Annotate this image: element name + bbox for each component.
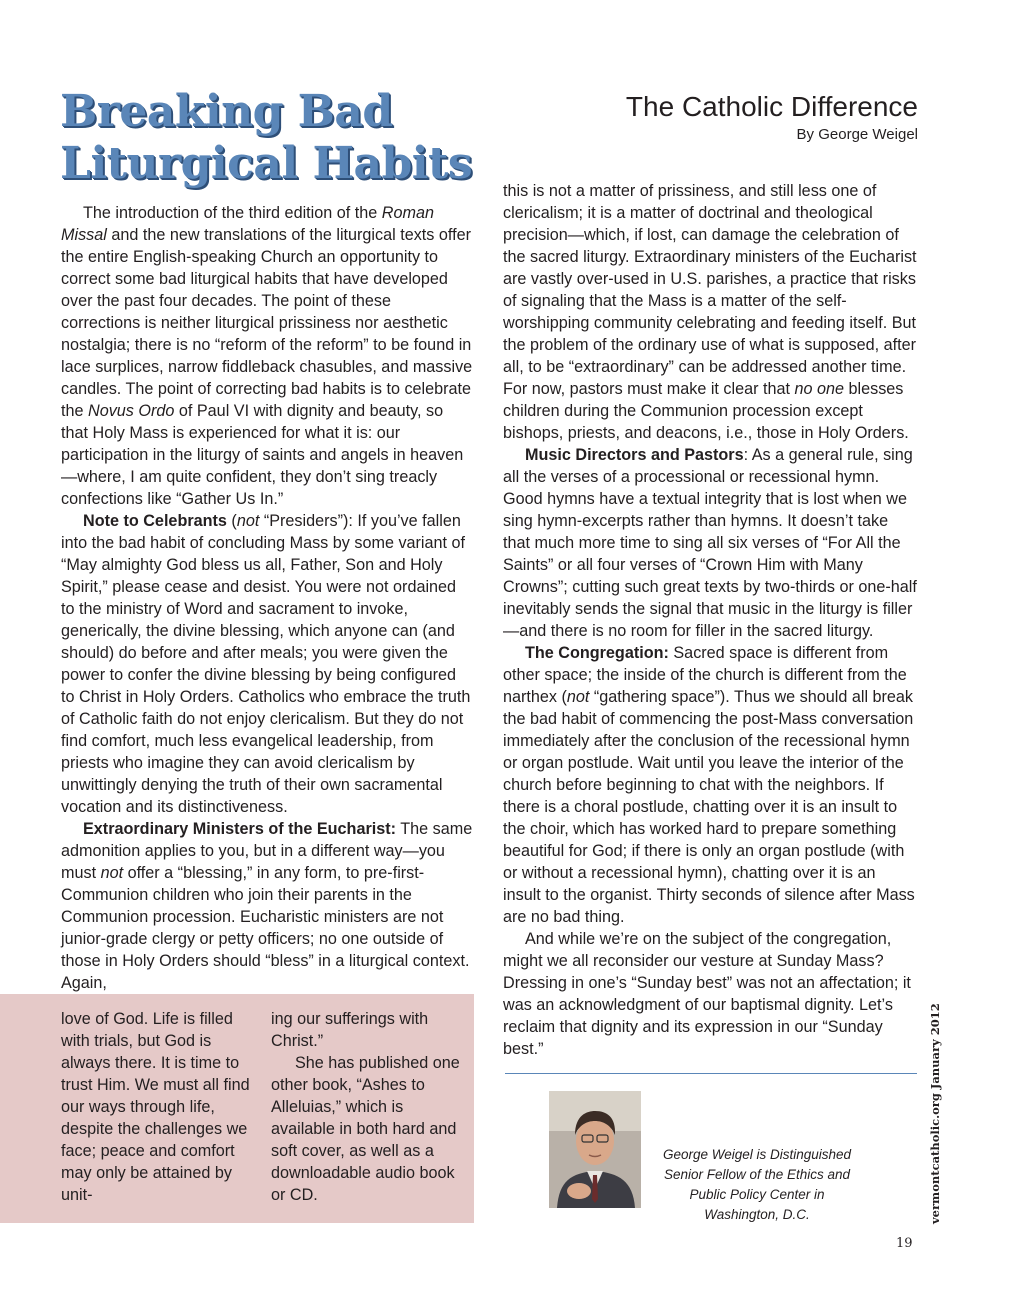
- author-photo: [549, 1091, 641, 1208]
- footer-vertical: [928, 1003, 942, 1224]
- paragraph: And while we’re on the subject of the congregation, might we all reconsider our vesture at Sunday Mass? Dressing in one’s “Sunday best” was not an affectation; it was an acknowledgment of our baptismal dignity. Let’s reclaim that dignity and its expression in our “Sunday best.”: [503, 930, 911, 1058]
- sidebar-text: ing our sufferings with Christ.”: [271, 1010, 429, 1050]
- sidebar-text: love of God. Life is filled with trials, but God is always there. It is time to trust Him. We must all find our ways through life, despite the challenges we face; peace and comfort may only be attained by unit-: [61, 1010, 250, 1204]
- paragraph: The introduction of the third edition of the Roman Missal and the new translations of the liturgical texts offer the entire English-speaking Church an opportunity to correct some bad liturgical habits that have developed over the past four decades. The point of these corrections is neither liturgical prissiness nor aesthetic nostalgia; there is no “reform of the reform” to be found in lace surplices, narrow fiddleback chasubles, and massive candles. The point of correcting bad habits is to celebrate the Novus Ordo of Paul VI with dignity and beauty, so that Holy Mass is experienced for what it is: our participation in the liturgy of saints and angels in heaven—where, I am quite confident, they don’t sing treacly confections like “Gather Us In.”: [61, 204, 473, 508]
- paragraph: this is not a matter of prissiness, and still less one of clericalism; it is a matter of doctrinal and theological precision—which, if lost, can damage the celebration of the sacred liturgy. Extraordinary ministers of the Eucharist are vastly over-used in U.S. parishes, a practice that risks of signaling that the Mass is a matter of the self-worshipping community celebrating and feeding itself. But the problem of the ordinary use of what is supposed, after all, to be “extraordinary” can be addressed another time. For now, pastors must make it clear that no one blesses children during the Communion procession except bishops, priests, and deacons, i.e., those in Holy Orders.: [503, 182, 917, 442]
- left-column: [61, 202, 473, 994]
- headline-line-1: Breaking Bad: [60, 86, 393, 137]
- section-label: Extraordinary Ministers of the Eucharist:: [83, 820, 397, 838]
- sidebar-text: She has published one other book, “Ashes to Alleluias,” which is available in both hard and soft cover, as well as a downloadable audio book or CD.: [271, 1054, 460, 1204]
- section-label: Music Directors and Pastors: [525, 446, 744, 464]
- headline-line-2: Liturgical Habits: [60, 138, 473, 189]
- paragraph: Music Directors and Pastors: As a general rule, sing all the verses of a processional or recessional hymn. Good hymns have a textual integrity that is lost when we sing hymn-excerpts rather than hymns. It doesn’t take that much more time to sing all six verses of “For All the Saints” or all four verses of “Crown Him with Many Crowns”; cutting such great texts by two-thirds or one-half inevitably sends the signal that music in the liturgy is filler—and there is no room for filler in the sacred liturgy.: [503, 446, 917, 640]
- sidebar-column-1: [61, 1008, 251, 1206]
- paragraph: The Congregation: Sacred space is different from other space; the inside of the church is different from the narthex (not “gathering space”). Thus we should all break the bad habit of commencing the post-Mass conversation immediately after the conclusion of the recessional hymn or organ postlude. Wait until you leave the interior of the church before beginning to chat with the neighbors. If there is a choral postlude, chatting over it is an insult to the choir, which has worked hard to prepare something beautiful for God; if there is only an organ postlude (with or without a recessional hymn), chatting over it is an insult to the organist. Thirty seconds of silence after Mass are no bad thing.: [503, 644, 915, 926]
- section-label: The Congregation:: [525, 644, 669, 662]
- column-name: The Catholic Difference: [625, 91, 918, 122]
- headline: [60, 86, 490, 190]
- site-and-date: vermontcatholic.org January 2012: [928, 1003, 942, 1224]
- divider-rule: [505, 1073, 917, 1074]
- page-number: 19: [896, 1236, 913, 1251]
- author-portrait-icon: [549, 1091, 641, 1208]
- paragraph: Extraordinary Ministers of the Eucharist: The same admonition applies to you, but in a different way—you must not offer a “blessing,” in any form, to pre-first-Communion children who join their parents in the Communion procession. Eucharistic ministers are not junior-grade clergy or petty officers; no one outside of those in Holy Orders should “bless” in a liturgical context. Again,: [61, 820, 473, 992]
- right-column: [503, 180, 917, 1060]
- sidebar-column-2: [271, 1008, 461, 1206]
- author-bio: George Weigel is Distinguished Senior Fellow of the Ethics and Public Policy Center in Washington, D.C.: [662, 1147, 852, 1222]
- paragraph: Note to Celebrants (not “Presiders”): If you’ve fallen into the bad habit of concluding Mass by some variant of “May almighty God bless us all, Father, Son and Holy Spirit,” please cease and desist. You were not ordained to the ministry of Word and sacrament to invoke, generically, the divine blessing, which anyone can (and should) do before and after meals; you were given the power to confer the divine blessing by being configured to Christ in Holy Orders. Catholics who embrace the truth of Catholic faith do not enjoy clericalism. But they do not find comfort, much less evangelical leadership, from priests who imagine they can avoid clericalism by unwittingly denying the truth of their own sacramental vocation and its distinctiveness.: [61, 512, 471, 816]
- section-label: Note to Celebrants: [83, 512, 227, 530]
- byline: By George Weigel: [796, 126, 918, 143]
- column-header: [626, 90, 918, 146]
